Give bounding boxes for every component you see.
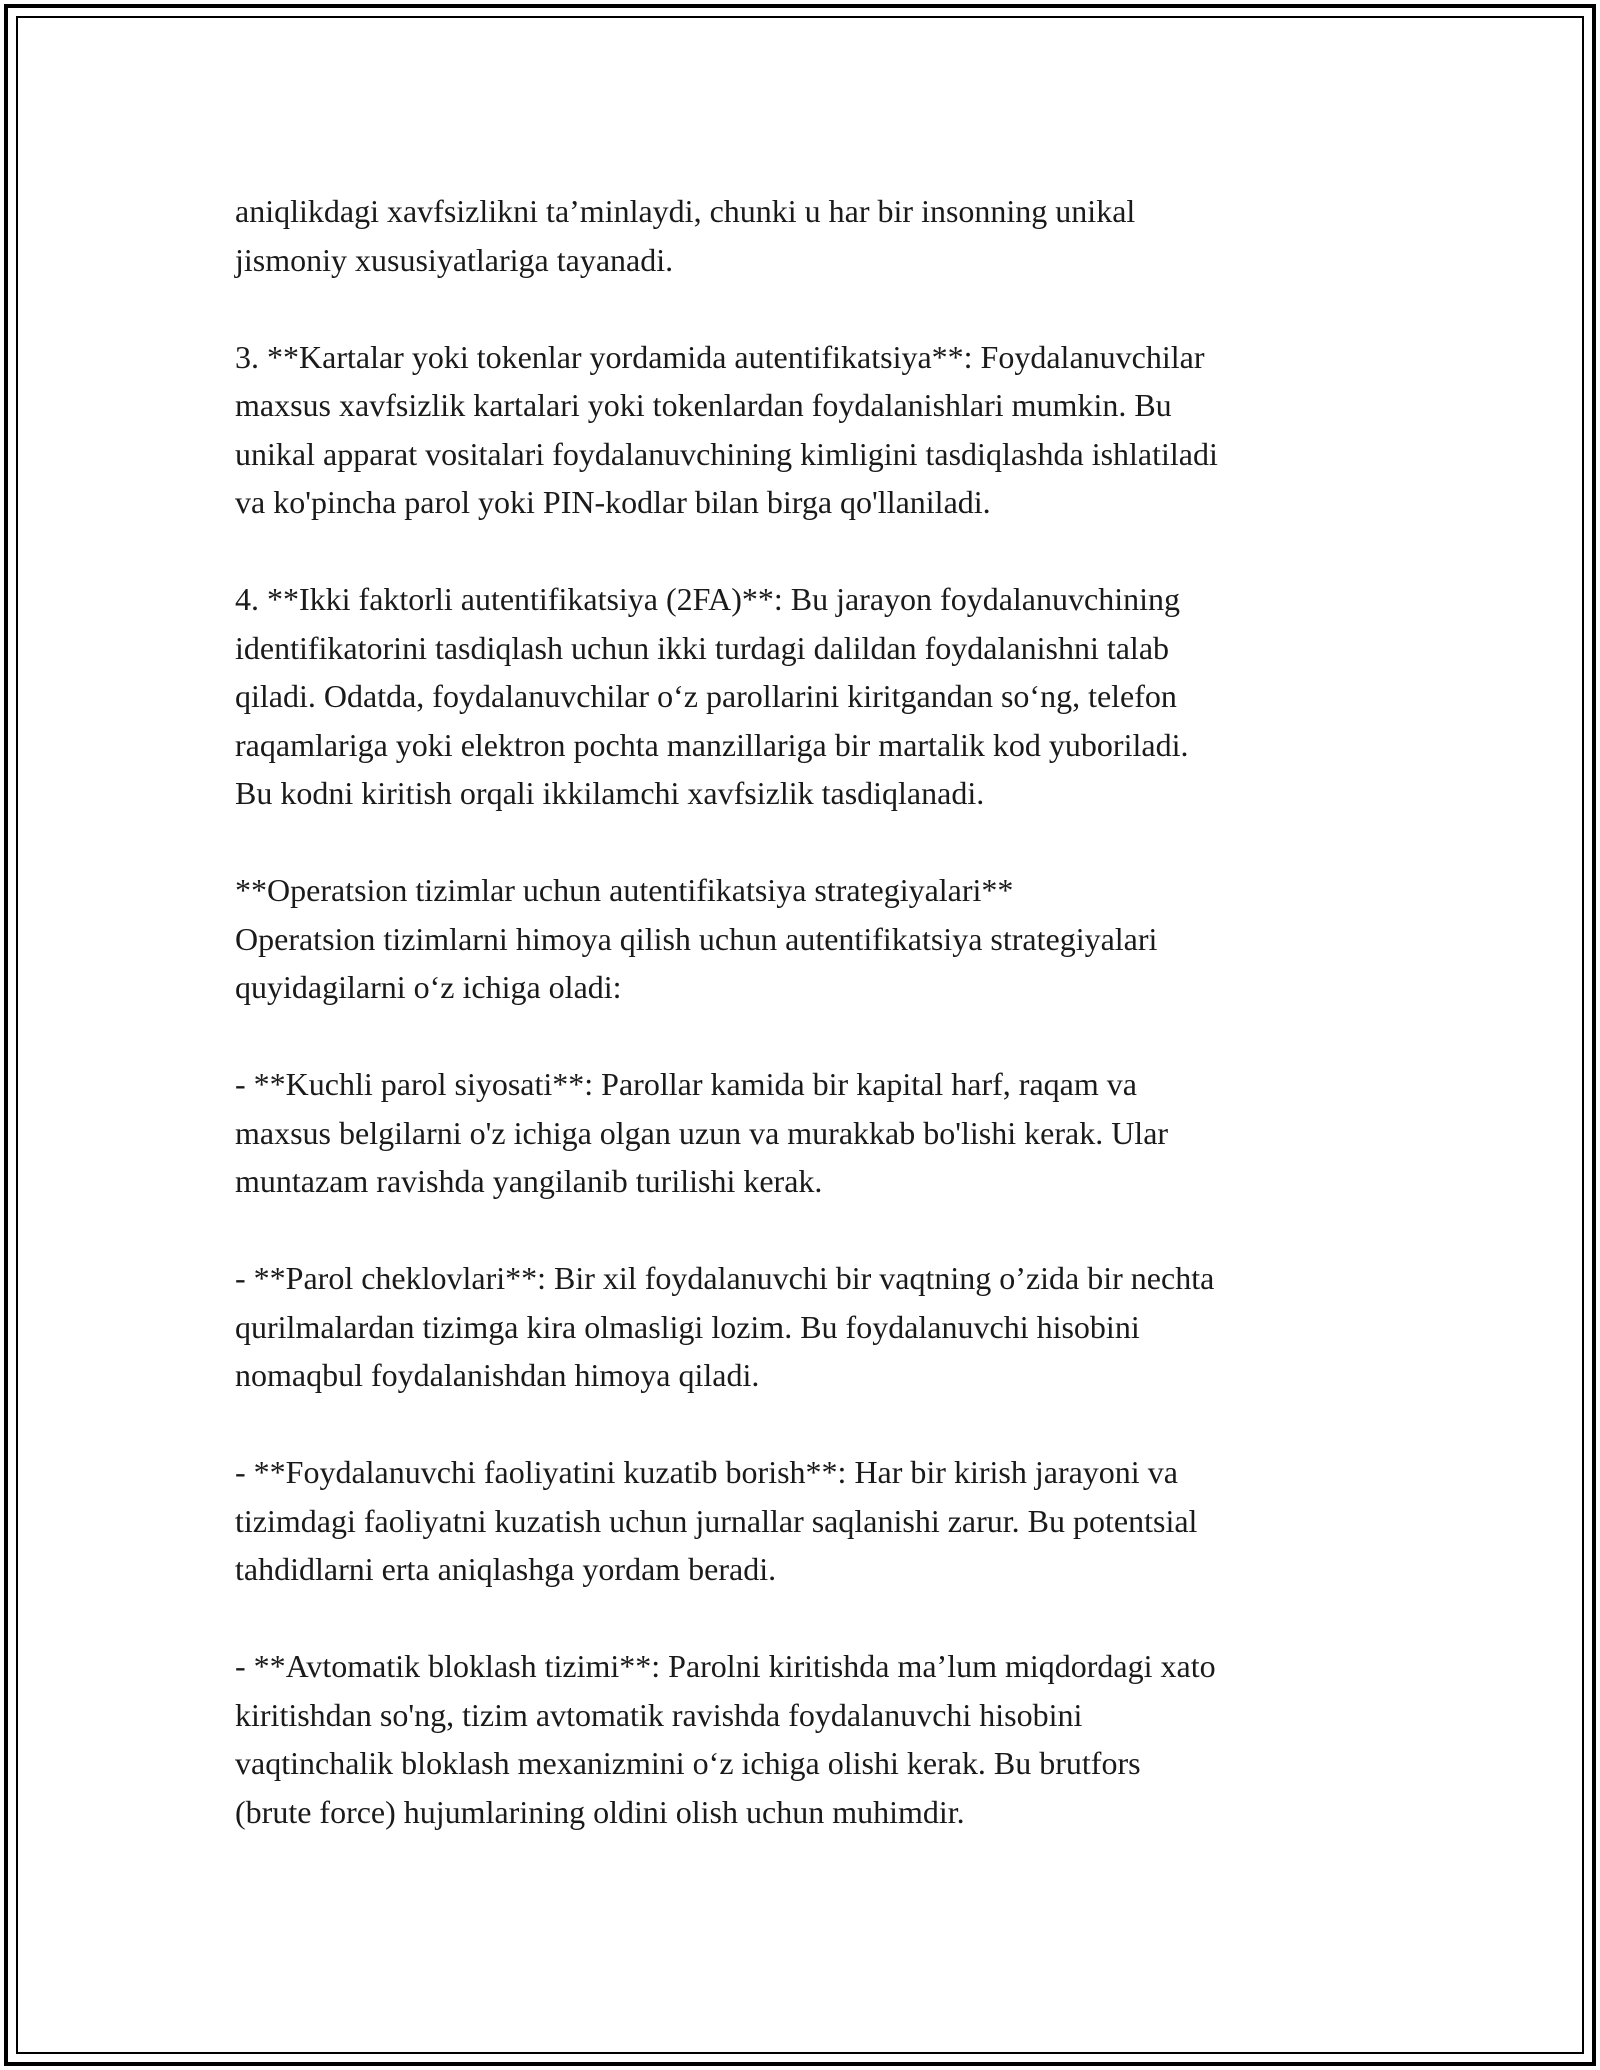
text-line: Operatsion tizimlarni himoya qilish uchun autentifikatsiya strategiyalari [235, 920, 1158, 957]
list-item-strong-password [235, 1060, 1385, 1206]
text-line: nomaqbul foydalanishdan himoya qiladi. [235, 1357, 760, 1393]
text-line: quyidagilarni o‘z ichiga oladi: [235, 969, 622, 1005]
document-body [235, 187, 1385, 1885]
text-line: - **Foydalanuvchi faoliyatini kuzatib borish**: Har bir kirish jarayoni va [235, 1454, 1178, 1490]
section-title: **Operatsion tizimlar uchun autentifikatsiya strategiyalari** [235, 872, 1014, 908]
text-line: jismoniy xususiyatlariga tayanadi. [235, 241, 674, 278]
text-line: maxsus belgilarni o'z ichiga olgan uzun va murakkab bo'lishi kerak. Ular [235, 1114, 1169, 1151]
text-line: 3. **Kartalar yoki tokenlar yordamida autentifikatsiya**: Foydalanuvchilar [235, 338, 1205, 375]
text-line: tahdidlarni erta aniqlashga yordam beradi. [235, 1551, 777, 1587]
text-line: maxsus xavfsizlik kartalari yoki tokenlardan foydalanishlari mumkin. Bu [235, 387, 1172, 423]
text-line: qurilmalardan tizimga kira olmasligi lozim. Bu foydalanuvchi hisobini [235, 1308, 1140, 1345]
text-line: 4. **Ikki faktorli autentifikatsiya (2FA)**: Bu jarayon foydalanuvchining [235, 581, 1180, 617]
text-line: - **Avtomatik bloklash tizimi**: Parolni kiritishda ma’lum miqdordagi xato [235, 1648, 1216, 1684]
text-line: raqamlariga yoki elektron pochta manzillariga bir martalik kod yuboriladi. [235, 726, 1189, 763]
text-line: qiladi. Odatda, foydalanuvchilar o‘z parollarini kiritgandan so‘ng, telefon [235, 678, 1177, 714]
text-line: muntazam ravishda yangilanib turilishi kerak. [235, 1163, 823, 1199]
list-item-password-restrictions [235, 1254, 1385, 1400]
text-line: Bu kodni kiritish orqali ikkilamchi xavfsizlik tasdiqlanadi. [235, 775, 985, 811]
paragraph-cards-tokens [235, 333, 1385, 527]
list-item-activity-monitoring [235, 1448, 1385, 1594]
list-item-automatic-lockout [235, 1642, 1385, 1836]
text-line: (brute force) hujumlarining oldini olish uchun muhimdir. [235, 1793, 965, 1830]
text-line: va ko'pincha parol yoki PIN-kodlar bilan birga qo'llaniladi. [235, 484, 991, 520]
text-line: identifikatorini tasdiqlash uchun ikki turdagi dalildan foydalanishni talab [235, 629, 1170, 666]
text-line: kiritishdan so'ng, tizim avtomatik ravishda foydalanuvchi hisobini [235, 1696, 1083, 1733]
paragraph-two-factor [235, 575, 1385, 818]
text-line: - **Parol cheklovlari**: Bir xil foydalanuvchi bir vaqtning o’zida bir nechta [235, 1260, 1215, 1296]
text-line: aniqlikdagi xavfsizlikni ta’minlaydi, chunki u har bir insonning unikal [235, 193, 1136, 229]
text-line: unikal apparat vositalari foydalanuvchining kimligini tasdiqlashda ishlatiladi [235, 435, 1218, 472]
text-line: vaqtinchalik bloklash mexanizmini o‘z ichiga olishi kerak. Bu brutfors [235, 1745, 1141, 1781]
text-line: tizimdagi faoliyatni kuzatish uchun jurnallar saqlanishi zarur. Bu potentsial [235, 1502, 1198, 1539]
paragraph-biometric-continuation [235, 187, 1385, 284]
section-heading-os-strategies [235, 866, 1385, 1012]
text-line: - **Kuchli parol siyosati**: Parollar kamida bir kapital harf, raqam va [235, 1066, 1137, 1102]
